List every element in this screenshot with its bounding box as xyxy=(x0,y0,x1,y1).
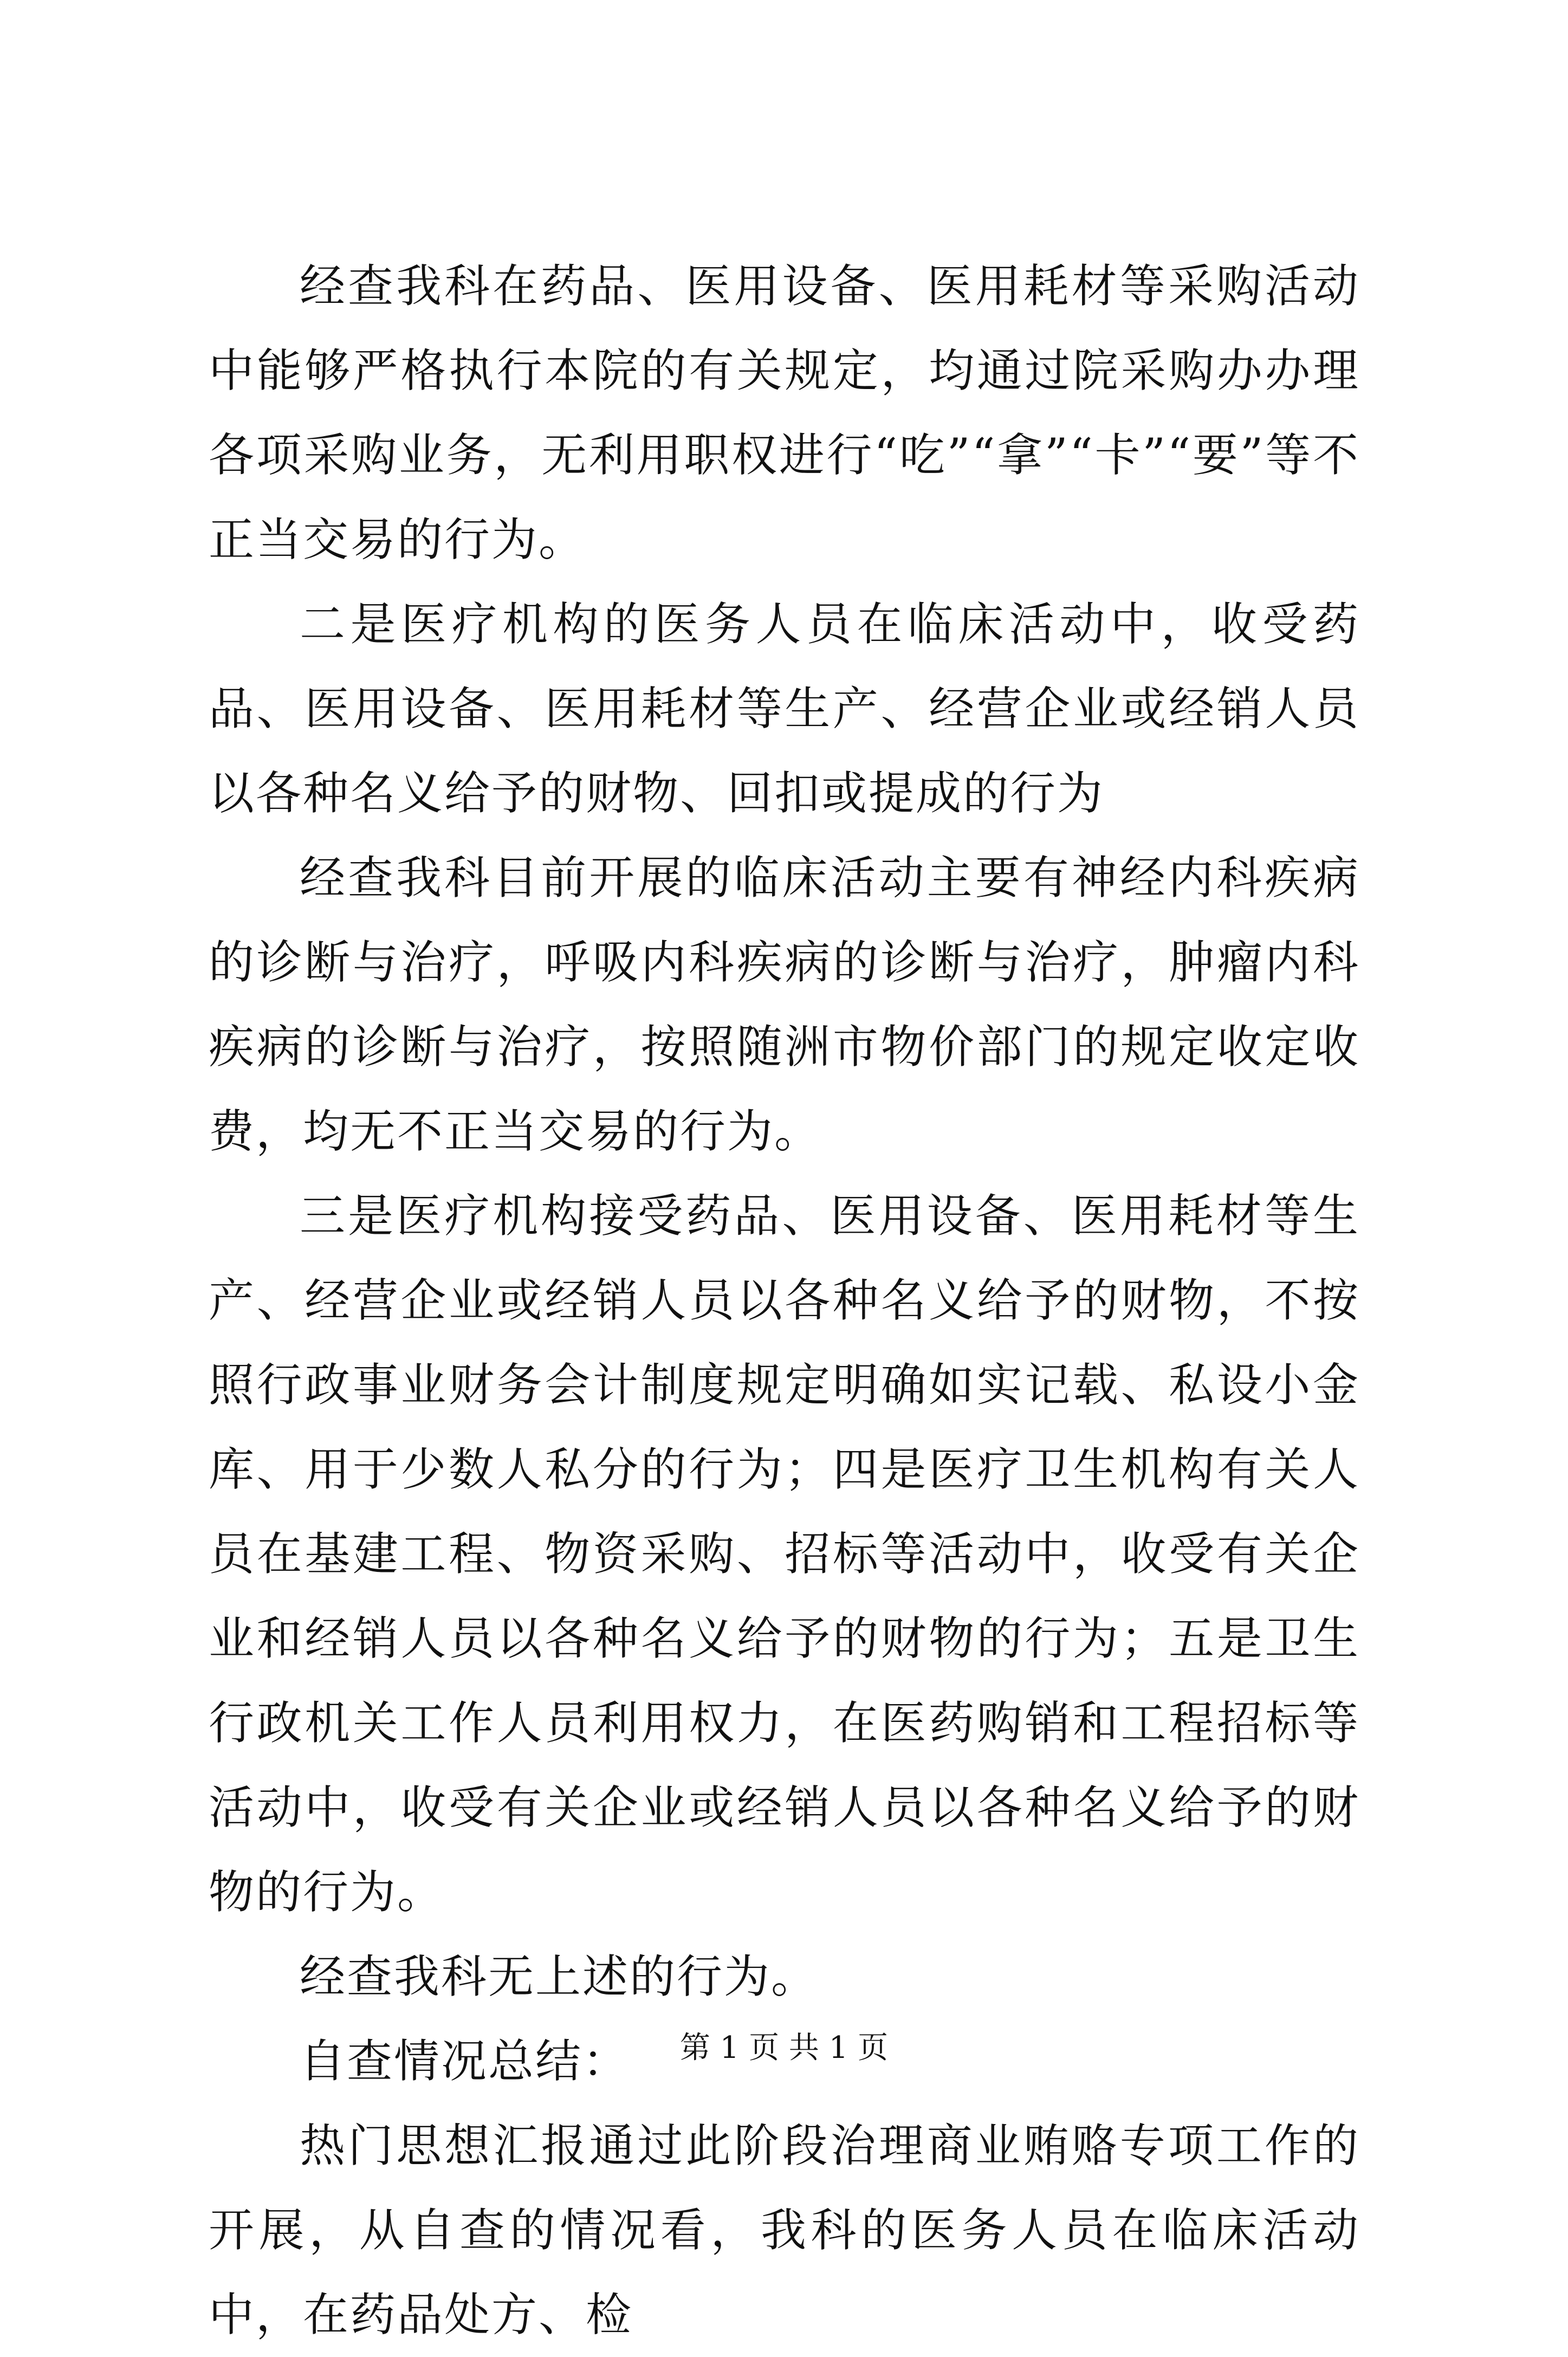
paragraph-1: 经查我科在药品、医用设备、医用耗材等采购活动中能够严格执行本院的有关规定，均通过院采购办办理各项采购业务，无利用职权进行“吃”“拿”“卡”“要”等不正当交易的行为。 xyxy=(209,260,1360,566)
paragraph-4: 三是医疗机构接受药品、医用设备、医用耗材等生产、经营企业或经销人员以各种名义给予的财物，不按照行政事业财务会计制度规定明确如实记载、私设小金库、用于少数人私分的行为；四是医疗卫生机构有关人员在基建工程、物资采购、招标等活动中，收受有关企业和经销人员以各种名义给予的财物的行为；五是卫生行政机关工作人员利用权力，在医药购销和工程招标等活动中，收受有关企业或经销人员以各种名义给予的财物的行为。 xyxy=(209,1189,1360,1919)
paragraph-7: 热门思想汇报通过此阶段治理商业贿赂专项工作的开展，从自查的情况看，我科的医务人员在临床活动中，在药品处方、检 xyxy=(209,2119,1360,2341)
paragraph-3: 经查我科目前开展的临床活动主要有神经内科疾病的诊断与治疗，呼吸内科疾病的诊断与治疗，肿瘤内科疾病的诊断与治疗，按照随洲市物价部门的规定收定收费，均无不正当交易的行为。 xyxy=(209,851,1360,1158)
paragraph-2: 二是医疗机构的医务人员在临床活动中，收受药品、医用设备、医用耗材等生产、经营企业或经销人员以各种名义给予的财物、回扣或提成的行为 xyxy=(209,598,1360,820)
paragraph-6: 自查情况总结： xyxy=(300,2035,630,2088)
paragraph-5: 经查我科无上述的行为。 xyxy=(300,1950,819,2003)
page-footer: 第 1 页 共 1 页 xyxy=(679,2030,889,2065)
